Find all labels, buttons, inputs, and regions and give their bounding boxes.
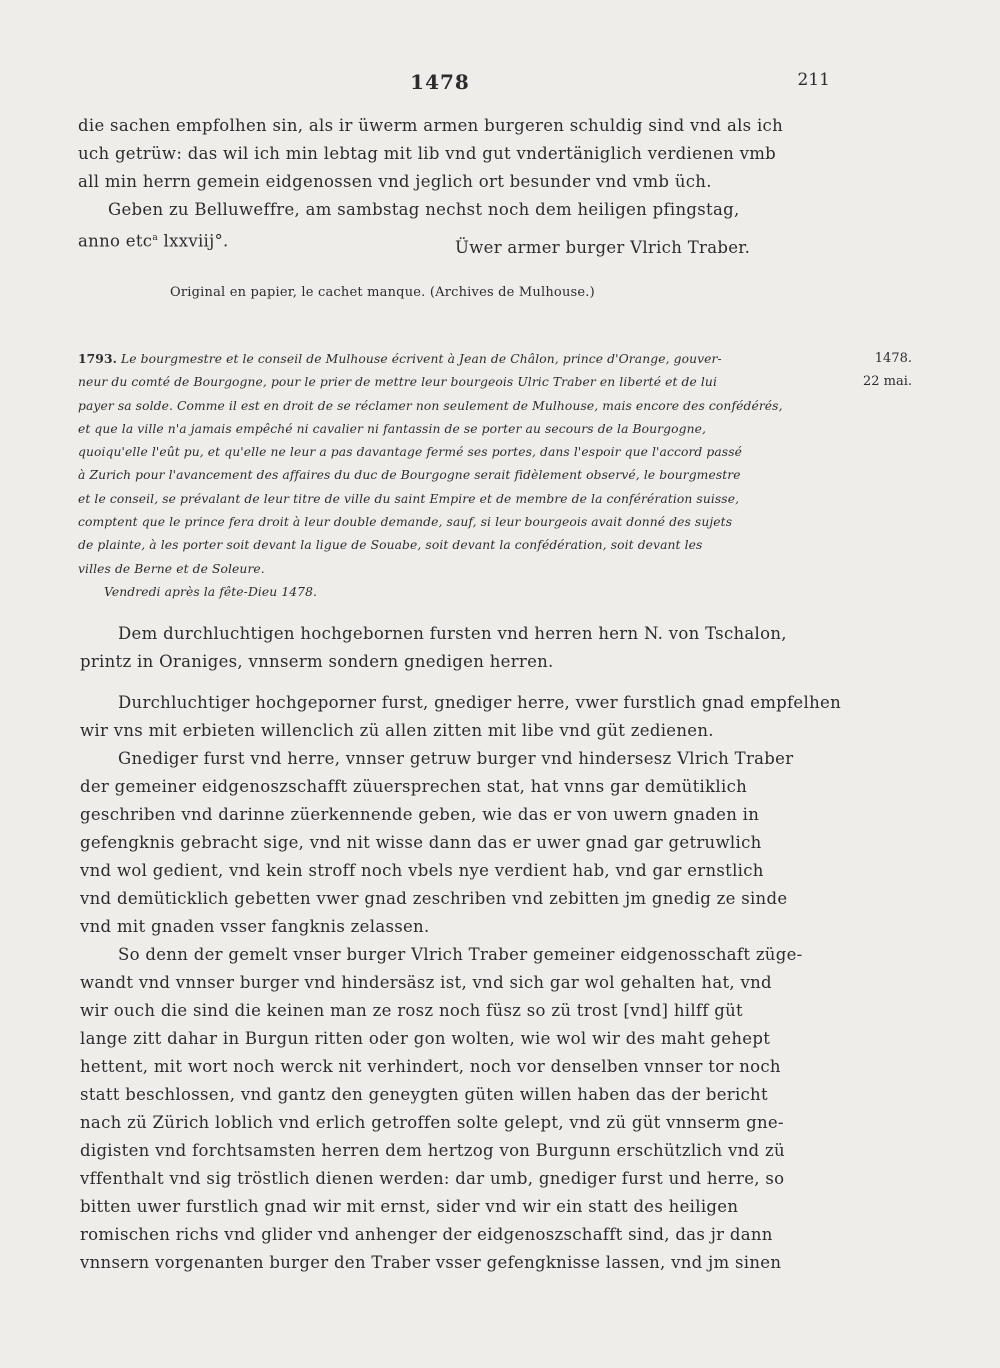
paragraph-line: Gnediger furst vnd herre, vnnser getruw burger vnd hindersesz Vlrich Traber [118, 749, 794, 768]
paragraph-line: vnnsern vorgenanten burger den Traber vsser gefengknisse lassen, vnd jm sinen [80, 1253, 782, 1272]
greeting-line: wir vns mit erbieten willenclich zü allen zitten mit libe vnd güt zedienen. [80, 721, 714, 740]
paragraph-line: vnd mit gnaden vsser fangknis zelassen. [80, 917, 430, 936]
greeting-line: Durchluchtiger hochgeporner furst, gnediger herre, vwer furstlich gnad empfelhen [118, 693, 841, 712]
paragraph-line: wir ouch die sind die keinen man ze rosz noch füsz so zü trost [vnd] hilff güt [80, 1001, 743, 1020]
paragraph-line: statt beschlossen, vnd gantz den geneygten güten willen haben das der bericht [80, 1085, 768, 1104]
paragraph-line: vnd wol gedient, vnd kein stroff noch vbels nye verdient hab, vnd gar ernstlich [80, 861, 764, 880]
dating-line: Geben zu Belluweffre, am sambstag nechst noch dem heiligen pfingstag, [108, 200, 740, 219]
entry-number: 1793. [78, 351, 118, 366]
running-head-year: 1478 [410, 70, 470, 94]
address-line: Dem durchluchtigen hochgebornen fursten vnd herren hern N. von Tschalon, [118, 624, 787, 643]
address-line: printz in Oraniges, vnnserm sondern gnedigen herren. [80, 652, 554, 671]
summary-line: et que la ville n'a jamais empêché ni cavalier ni fantassin de se porter au secours de la Bourgogne, [78, 421, 707, 436]
entry-summary [78, 347, 838, 604]
paragraph-line: vnd demüticklich gebetten vwer gnad zeschriben vnd zebitten jm gnedig ze sinde [80, 889, 788, 908]
summary-line: 1793. Le bourgmestre et le conseil de Mulhouse écrivent à Jean de Châlon, prince d'Orange, gouver- [78, 351, 722, 366]
summary-line: et le conseil, se prévalant de leur titre de ville du saint Empire et de membre de la conférération suisse, [78, 491, 740, 506]
summary-line: payer sa solde. Comme il est en droit de se réclamer non seulement de Mulhouse, mais encore des confédérés, [78, 398, 783, 413]
summary-line: de plainte, à les porter soit devant la ligue de Souabe, soit devant la confédération, soit devant les [78, 538, 703, 553]
text-line: uch getrüw: das wil ich min lebtag mit lib vnd gut vndertäniglich verdienen vmb [78, 144, 777, 163]
paragraph-line: romischen richs vnd glider vnd anhenger der eidgenoszschafft sind, das jr dann [80, 1225, 773, 1244]
margin-day: 22 mai. [862, 374, 912, 389]
paragraph-line: hettent, mit wort noch werck nit verhindert, noch vor denselben vnnser tor noch [80, 1057, 781, 1076]
paragraph-line: der gemeiner eidgenoszschafft züuersprechen stat, hat vnns gar demütiklich [80, 777, 748, 796]
paragraph-line: lange zitt dahar in Burgun ritten oder gon wolten, wie wol wir des maht gehept [80, 1029, 771, 1048]
paragraph-line: gefengknis gebracht sige, vnd nit wisse dann das er uwer gnad gar getruwlich [80, 833, 762, 852]
continuation-text [78, 112, 838, 256]
summary-line: à Zurich pour l'avancement des affaires du duc de Bourgogne serait fidèlement observé, le bourgmestre [78, 468, 741, 483]
entry-date: Vendredi après la fête-Dieu 1478. [104, 584, 318, 599]
summary-line: neur du comté de Bourgogne, pour le prier de mettre leur bourgeois Ulric Traber en liberté et de lui [78, 375, 717, 390]
margin-date [852, 347, 912, 393]
paragraph-line: vffenthalt vnd sig tröstlich dienen werden: dar umb, gnediger furst und herre, so [80, 1169, 785, 1188]
page-number: 211 [797, 70, 830, 90]
source-note: Original en papier, le cachet manque. (Archives de Mulhouse.) [170, 285, 595, 300]
text-line: all min herrn gemein eidgenossen vnd jeglich ort besunder vnd vmb üch. [78, 172, 712, 191]
margin-year: 1478. [874, 351, 912, 366]
dating-line-year: anno etc$^a$ lxxviij°. [78, 231, 229, 251]
text-line: die sachen empfolhen sin, als ir üwerm armen burgeren schuldig sind vnd als ich [78, 116, 784, 135]
paragraph-line: geschriben vnd darinne züerkennende geben, wie das er von uwern gnaden in [80, 805, 760, 824]
paragraph-line: wandt vnd vnnser burger vnd hindersäsz ist, vnd sich gar wol gehalten hat, vnd [80, 973, 772, 992]
letter-text [80, 620, 858, 1277]
paragraph-line: So denn der gemelt vnser burger Vlrich Traber gemeiner eidgenosschaft züge- [118, 945, 803, 964]
paragraph-line: bitten uwer furstlich gnad wir mit ernst, sider vnd wir ein statt des heiligen [80, 1197, 739, 1216]
paragraph-line: nach zü Zürich loblich vnd erlich getroffen solte gelept, vnd zü güt vnnserm gne- [80, 1113, 784, 1132]
summary-line: quoiqu'elle l'eût pu, et qu'elle ne leur a pas davantage fermé ses portes, dans l'espoir que l'accord passé [78, 445, 743, 460]
signature: Üwer armer burger Vlrich Traber. [455, 238, 751, 257]
summary-line: villes de Berne et de Soleure. [78, 561, 265, 576]
summary-line: comptent que le prince fera droit à leur double demande, sauf, si leur bourgeois avait donné des sujets [78, 515, 733, 530]
paragraph-line: digisten vnd forchtsamsten herren dem hertzog von Burgunn erschützlich vnd zü [80, 1141, 785, 1160]
